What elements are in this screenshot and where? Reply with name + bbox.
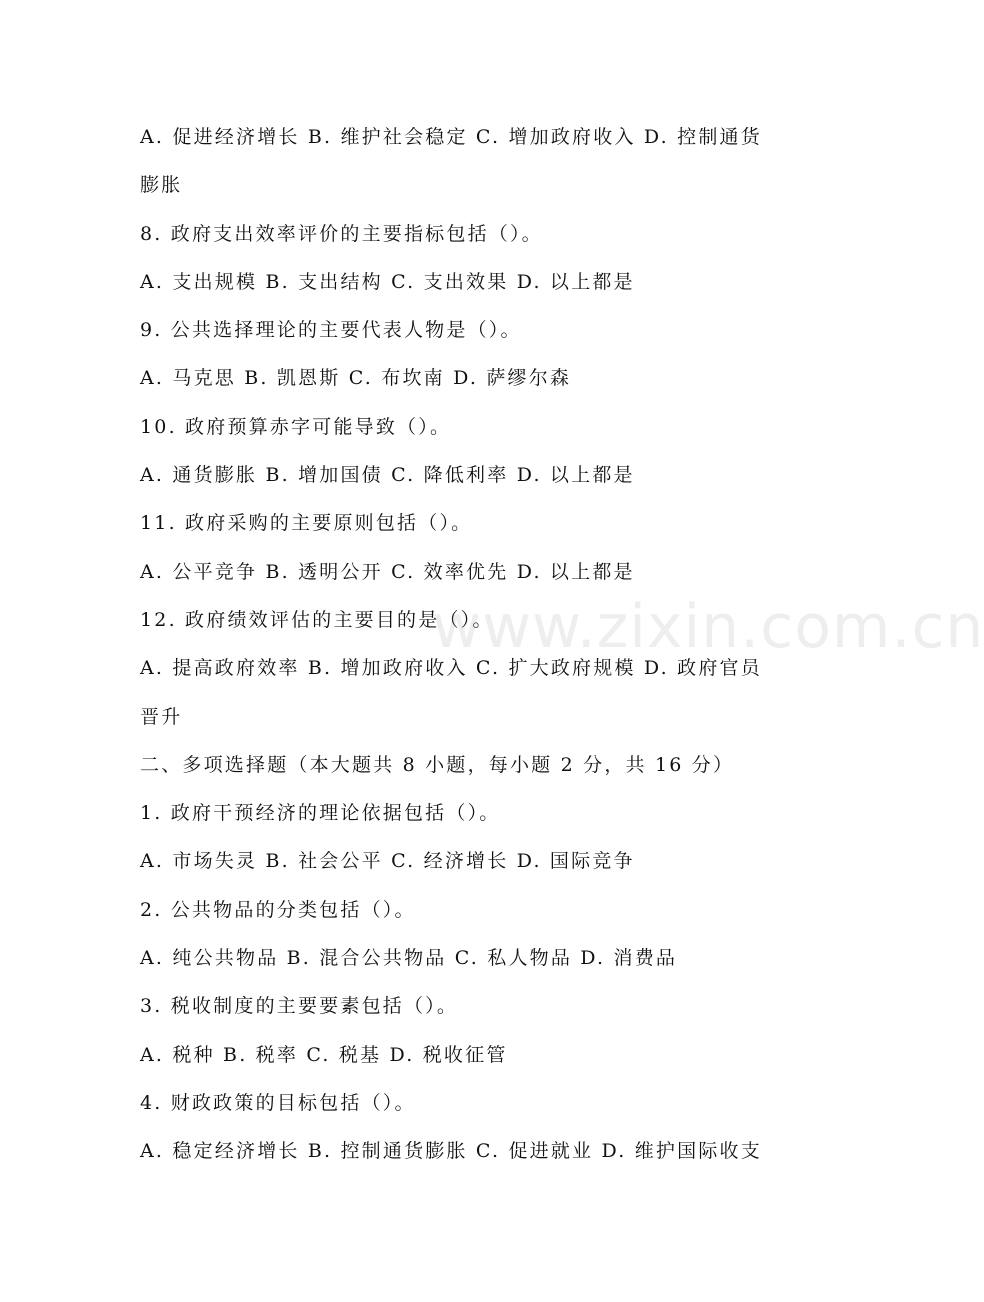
options-line: A. 稳定经济增长 B. 控制通货膨胀 C. 促进就业 D. 维护国际收支: [140, 1140, 762, 1163]
question-line: 10. 政府预算赤字可能导致（）。: [140, 415, 452, 438]
text-line: 晋升: [140, 705, 183, 728]
options-line: A. 提高政府效率 B. 增加政府收入 C. 扩大政府规模 D. 政府官员: [140, 657, 762, 680]
question-line: 9. 公共选择理论的主要代表人物是（）。: [140, 319, 522, 342]
text-line: A. 促进经济增长 B. 维护社会稳定 C. 增加政府收入 D. 控制通货: [140, 126, 762, 148]
question-line: 12. 政府绩效评估的主要目的是（）。: [140, 608, 494, 631]
options-line: A. 公平竞争 B. 透明公开 C. 效率优先 D. 以上都是: [140, 560, 635, 583]
options-line: A. 马克思 B. 凯恩斯 C. 布坎南 D. 萨缪尔森: [140, 367, 572, 390]
question-line: 11. 政府采购的主要原则包括（）。: [140, 512, 473, 535]
watermark: www.zixin.com.cn: [432, 592, 984, 662]
question-line: 1. 政府干预经济的理论依据包括（）。: [140, 802, 501, 825]
question-line: 3. 税收制度的主要要素包括（）。: [140, 995, 459, 1018]
question-line: 2. 公共物品的分类包括（）。: [140, 898, 416, 921]
question-line: 4. 财政政策的目标包括（）。: [140, 1091, 416, 1114]
section-heading: 二、多项选择题（本大题共 8 小题，每小题 2 分，共 16 分）: [140, 753, 735, 776]
question-line: 8. 政府支出效率评价的主要指标包括（）。: [140, 222, 543, 245]
options-line: A. 税种 B. 税率 C. 税基 D. 税收征管: [140, 1043, 508, 1066]
options-line: A. 市场失灵 B. 社会公平 C. 经济增长 D. 国际竞争: [140, 850, 635, 873]
options-line: A. 通货膨胀 B. 增加国债 C. 降低利率 D. 以上都是: [140, 464, 635, 487]
options-line: A. 支出规模 B. 支出结构 C. 支出效果 D. 以上都是: [140, 270, 635, 293]
text-line: 膨胀: [140, 174, 183, 197]
options-line: A. 纯公共物品 B. 混合公共物品 C. 私人物品 D. 消费品: [140, 947, 678, 970]
